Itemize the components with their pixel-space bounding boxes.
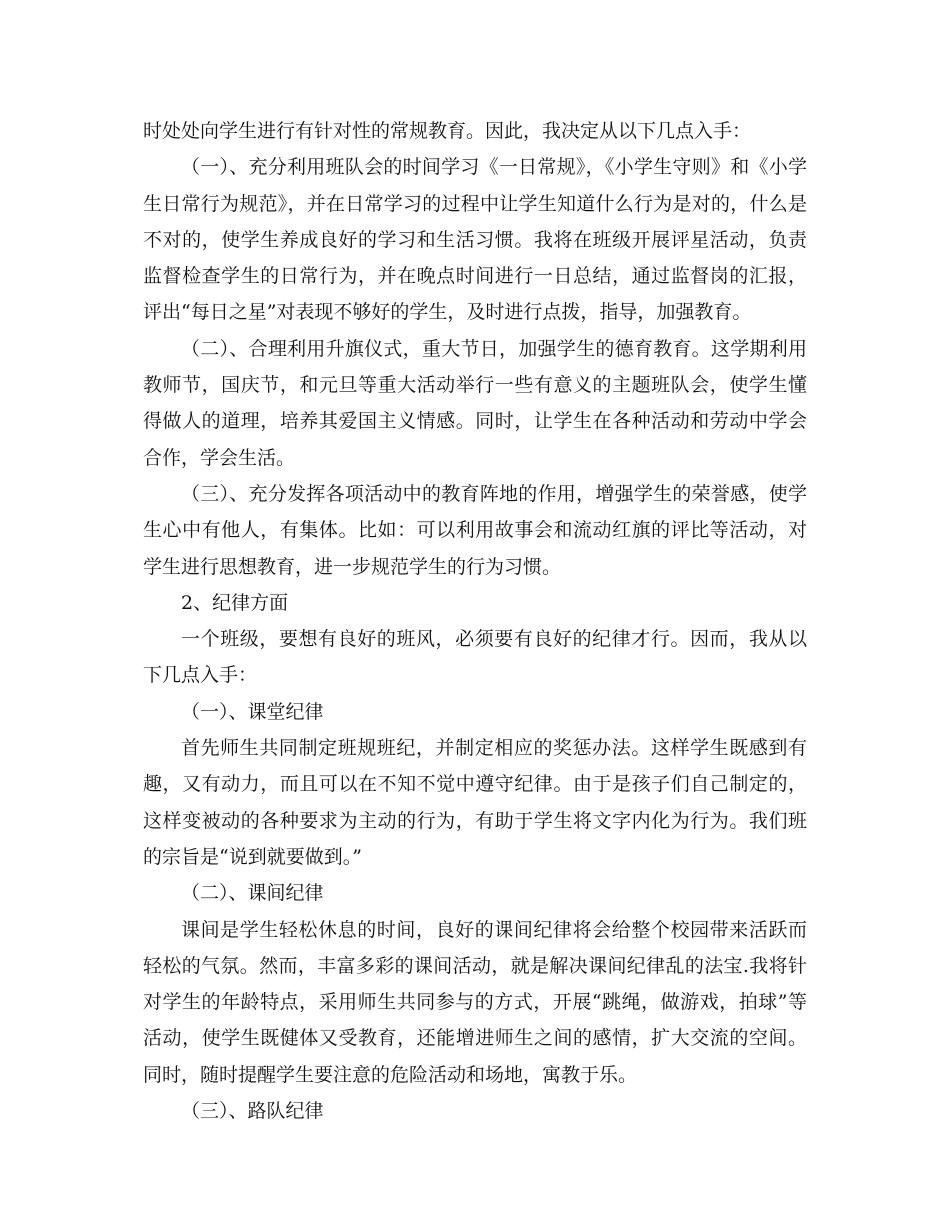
paragraph-item-2: （二）、合理利用升旗仪式，重大节日，加强学生的德育教育。这学期利用教师节，国庆节，和元旦等重大活动举行一些有意义的主题班队会，使学生懂得做人的道理，培养其爱国主义情感。同时，让学生在各种活动和劳动中学会合作，学会生活。 (143, 337, 807, 469)
subheading-classroom-discipline: （一）、课堂纪律 (181, 700, 324, 723)
document-body (143, 113, 807, 1129)
subheading-break-discipline: （二）、课间纪律 (181, 882, 324, 905)
section-heading-discipline: 2、纪律方面 (181, 591, 289, 614)
paragraph-break-discipline: 课间是学生轻松休息的时间，良好的课间纪律将会给整个校园带来活跃而轻松的气氛。然而，丰富多彩的课间活动，就是解决课间纪律乱的法宝.我将针对学生的年龄特点，采用师生共同参与的方式，开展“跳绳，做游戏，拍球”等活动，使学生既健体又受教育，还能增进师生之间的感情，扩大交流的空间。同时，随时提醒学生要注意的危险活动和场地，寓教于乐。 (143, 918, 807, 1086)
paragraph-discipline-intro: 一个班级，要想有良好的班风，必须要有良好的纪律才行。因而，我从以下几点入手： (143, 628, 807, 687)
paragraph-item-1: （一）、充分利用班队会的时间学习《一日常规》，《小学生守则》和《小学生日常行为规范》，并在日常学习的过程中让学生知道什么行为是对的，什么是不对的，使学生养成良好的学习和生活习惯。我将在班级开展评星活动，负责监督检查学生的日常行为，并在晚点时间进行一日总结，通过监督岗的汇报，评出“每日之星”对表现不够好的学生，及时进行点拨，指导，加强教育。 (143, 156, 807, 324)
subheading-line-discipline: （三）、路队纪律 (181, 1100, 324, 1123)
paragraph-classroom-discipline: 首先师生共同制定班规班纪，并制定相应的奖惩办法。这样学生既感到有趣，又有动力，而且可以在不知不觉中遵守纪律。由于是孩子们自己制定的，这样变被动的各种要求为主动的行为，有助于学生将文字内化为行为。我们班的宗旨是“说到就要做到。” (143, 737, 807, 868)
paragraph-item-3: （三）、充分发挥各项活动中的教育阵地的作用，增强学生的荣誉感，使学生心中有他人，有集体。比如：可以利用故事会和流动红旗的评比等活动，对学生进行思想教育，进一步规范学生的行为习惯。 (143, 482, 807, 578)
paragraph-intro: 时处处向学生进行有针对性的常规教育。因此，我决定从以下几点入手： (143, 120, 752, 142)
